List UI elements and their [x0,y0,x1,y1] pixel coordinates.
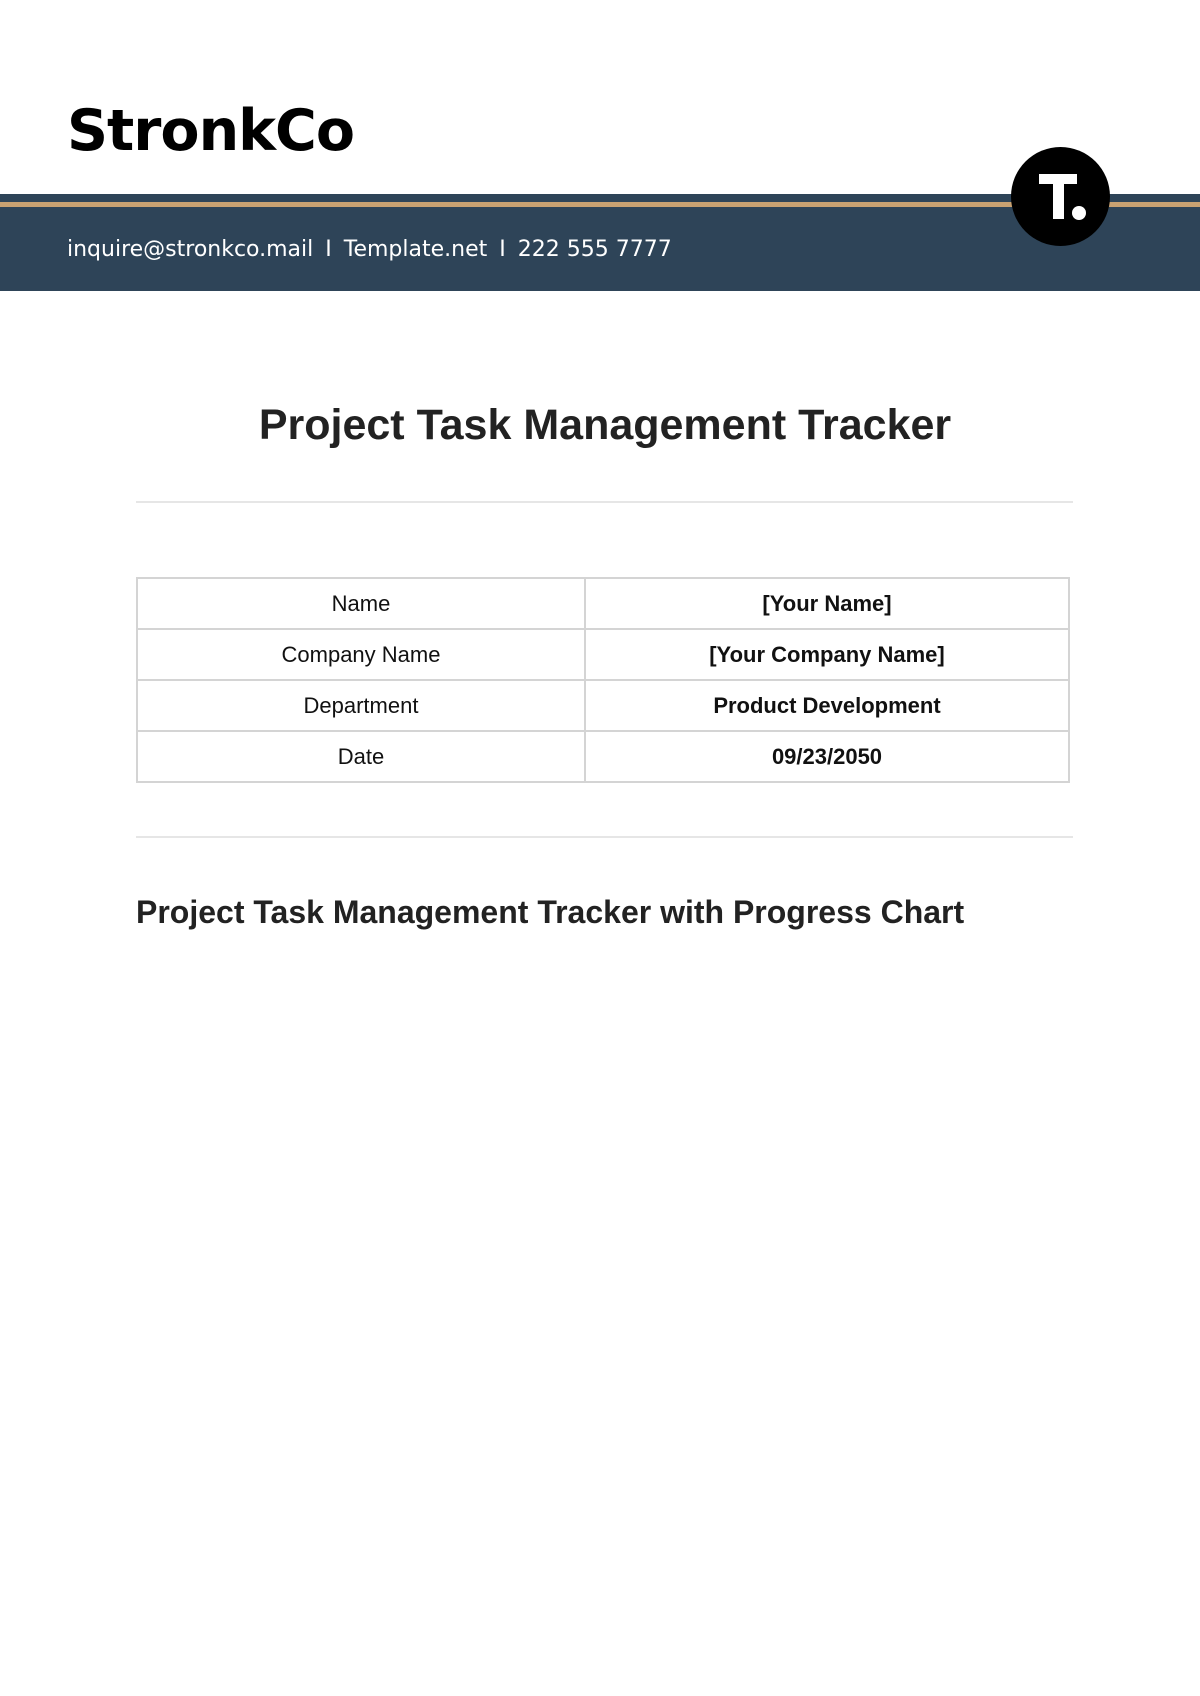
table-cell-label: Name [137,578,585,629]
contact-line [67,236,672,264]
divider [136,836,1073,838]
contact-website: Template.net [343,237,488,262]
template-net-logo-icon [1011,147,1110,246]
table-row [137,731,1069,782]
table-cell-value: [Your Company Name] [585,629,1069,680]
table-cell-value: Product Development [585,680,1069,731]
contact-phone: 222 555 7777 [517,237,672,262]
info-table [136,577,1070,783]
table-cell-value: [Your Name] [585,578,1069,629]
contact-email: inquire@stronkco.mail [67,237,314,262]
divider [136,501,1073,503]
table-row [137,629,1069,680]
table-row [137,680,1069,731]
table-cell-label: Company Name [137,629,585,680]
table-cell-label: Date [137,731,585,782]
section-title: Project Task Management Tracker with Progress Chart [136,894,965,930]
table-cell-value: 09/23/2050 [585,731,1069,782]
brand-name: StronkCo [67,98,355,164]
contact-separator: I [499,237,506,262]
contact-separator: I [325,237,332,262]
table-cell-label: Department [137,680,585,731]
table-row [137,578,1069,629]
page-title: Project Task Management Tracker [258,401,952,449]
